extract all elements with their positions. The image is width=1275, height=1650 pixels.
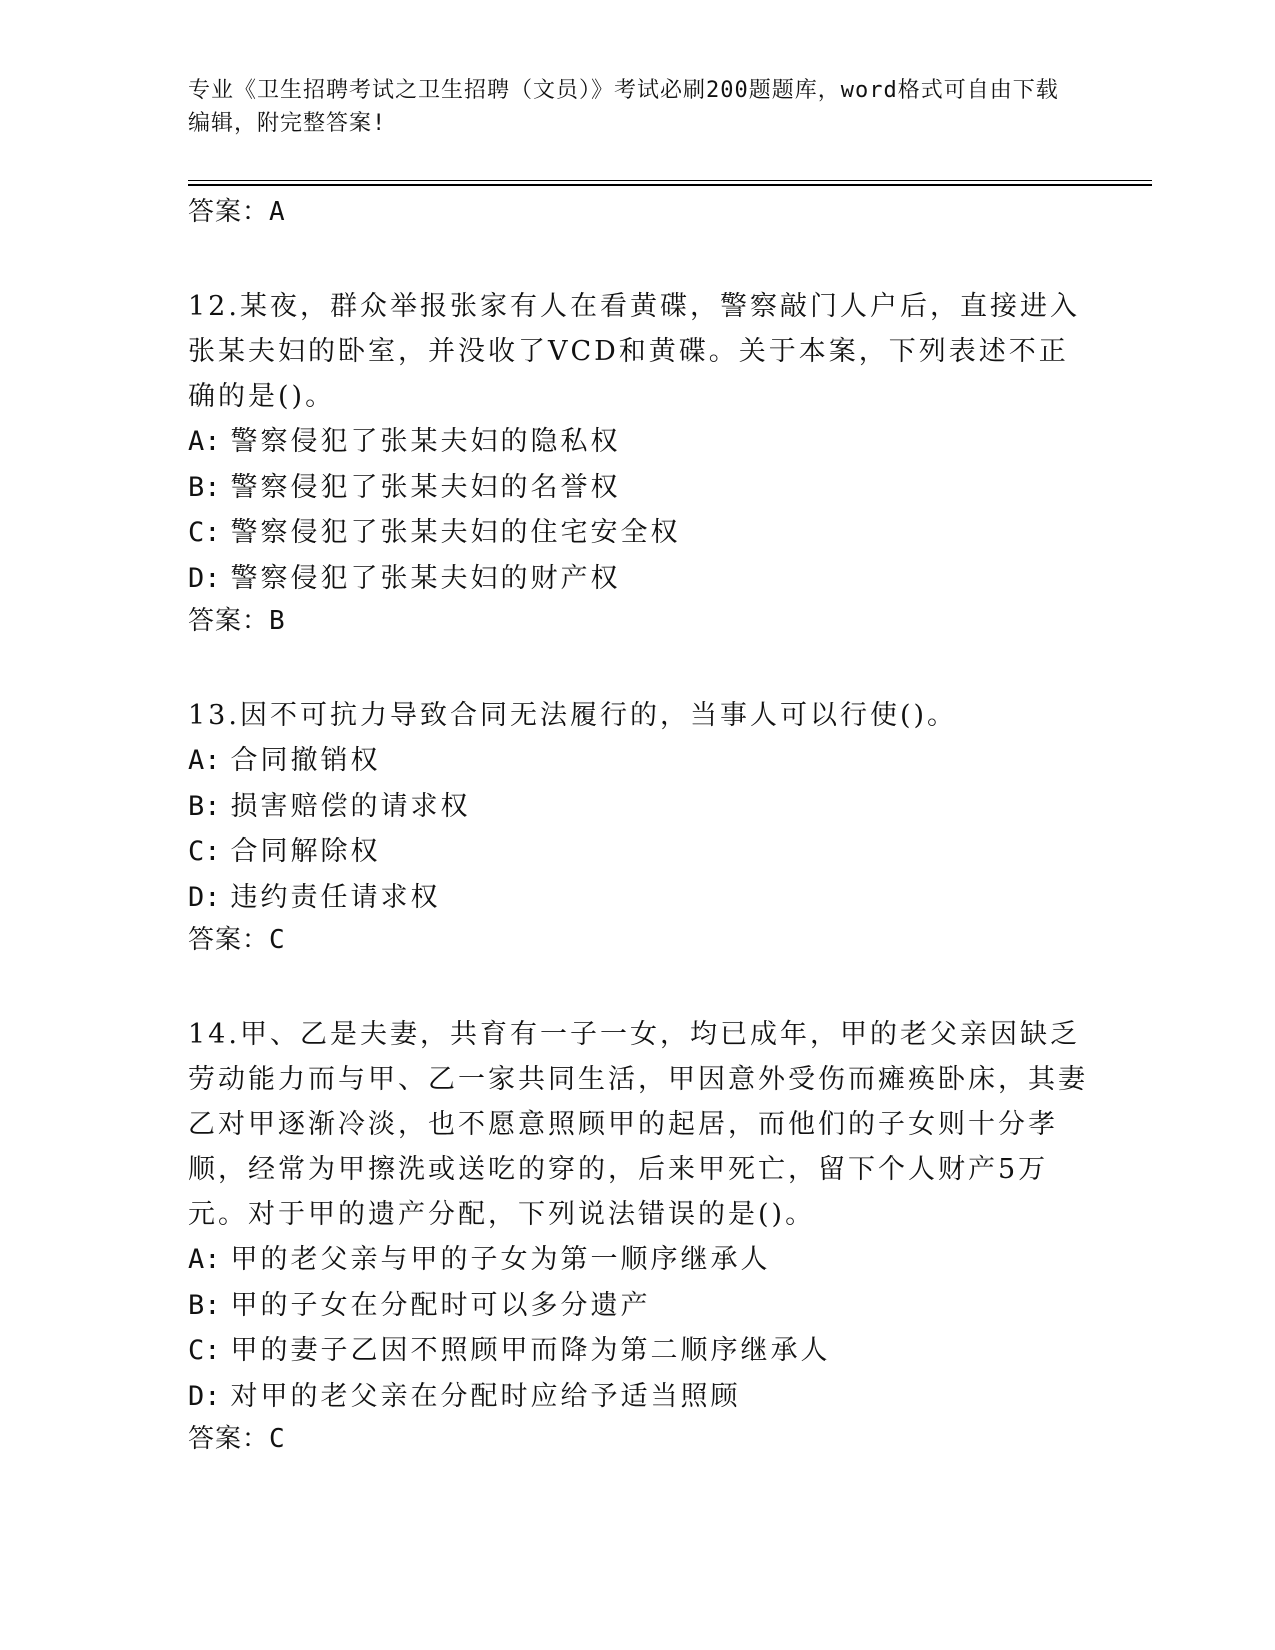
- spacer: [188, 960, 1088, 1012]
- option-c: [188, 510, 1088, 556]
- document-header: 专业《卫生招聘考试之卫生招聘（文员）》考试必刷200题题库，word格式可自由下载编辑，附完整答案!: [188, 78, 1059, 136]
- option-c: [188, 829, 1088, 875]
- header-divider-thick: [188, 184, 1152, 186]
- document-content: [188, 192, 1088, 1459]
- option-a: [188, 738, 1088, 784]
- option-c: [188, 1328, 1088, 1374]
- answer-label: 答案：: [188, 1424, 270, 1454]
- option-letter: B:: [188, 471, 221, 503]
- option-b: [188, 465, 1088, 511]
- question-block: [188, 1012, 1088, 1459]
- option-letter: D:: [188, 881, 221, 913]
- header-divider-thin: [188, 180, 1152, 181]
- option-b: [188, 1283, 1088, 1329]
- option-text: 损害赔偿的请求权: [230, 790, 471, 822]
- option-text: 合同撤销权: [230, 745, 381, 776]
- option-letter: D:: [188, 1380, 221, 1412]
- answer-line: [188, 920, 1088, 960]
- answer-label: 答案：: [188, 606, 270, 636]
- option-letter: B:: [188, 1289, 221, 1321]
- question-stem: 13.因不可抗力导致合同无法履行的，当事人可以行使()。: [188, 700, 958, 731]
- question-stem: 12.某夜，群众举报张家有人在看黄碟，警察敲门人户后，直接进入张某夫妇的卧室，并没收了VCD和黄碟。关于本案，下列表述不正确的是()。: [188, 291, 1080, 412]
- option-d: [188, 556, 1088, 602]
- question-block: [188, 693, 1088, 960]
- answer-line: [188, 601, 1088, 641]
- spacer: [188, 641, 1088, 693]
- option-d: [188, 1374, 1088, 1420]
- option-letter: C:: [188, 1335, 221, 1366]
- option-letter: D:: [188, 562, 221, 594]
- answer-line: [188, 192, 1088, 232]
- question-stem: 14.甲、乙是夫妻，共育有一子一女，均已成年，甲的老父亲因缺乏劳动能力而与甲、乙一家共同生活，甲因意外受伤而瘫痪卧床，其妻乙对甲逐渐冷淡，也不愿意照顾甲的起居，而他们的子女则十分孝顺，经常为甲擦洗或送吃的穿的，后来甲死亡，留下个人财产5万元。对于甲的遗产分配，下列说法错误的是()。: [188, 1019, 1088, 1230]
- option-text: 合同解除权: [230, 836, 381, 867]
- option-letter: C:: [188, 836, 221, 867]
- answer-line: [188, 1419, 1088, 1459]
- question-block: [188, 284, 1088, 641]
- option-text: 甲的老父亲与甲的子女为第一顺序继承人: [230, 1244, 771, 1275]
- option-text: 警察侵犯了张某夫妇的住宅安全权: [230, 517, 681, 548]
- spacer: [188, 232, 1088, 284]
- option-letter: C:: [188, 517, 221, 548]
- answer-value: A: [269, 197, 286, 227]
- option-text: 警察侵犯了张某夫妇的隐私权: [230, 426, 621, 457]
- option-letter: A:: [188, 1244, 221, 1275]
- answer-label: 答案：: [188, 925, 270, 955]
- option-letter: B:: [188, 790, 221, 822]
- option-text: 甲的子女在分配时可以多分遗产: [230, 1289, 651, 1321]
- option-letter: A:: [188, 745, 221, 776]
- option-a: [188, 1237, 1088, 1283]
- option-text: 警察侵犯了张某夫妇的财产权: [230, 562, 621, 594]
- answer-value: B: [269, 606, 286, 636]
- answer-value: C: [269, 1424, 286, 1454]
- option-a: [188, 419, 1088, 465]
- option-d: [188, 875, 1088, 921]
- option-b: [188, 784, 1088, 830]
- option-text: 违约责任请求权: [230, 881, 441, 913]
- answer-value: C: [269, 925, 286, 955]
- option-text: 警察侵犯了张某夫妇的名誉权: [230, 471, 621, 503]
- option-text: 甲的妻子乙因不照顾甲而降为第二顺序继承人: [230, 1335, 831, 1366]
- answer-label: 答案：: [188, 197, 270, 227]
- option-letter: A:: [188, 426, 221, 457]
- option-text: 对甲的老父亲在分配时应给予适当照顾: [230, 1380, 741, 1412]
